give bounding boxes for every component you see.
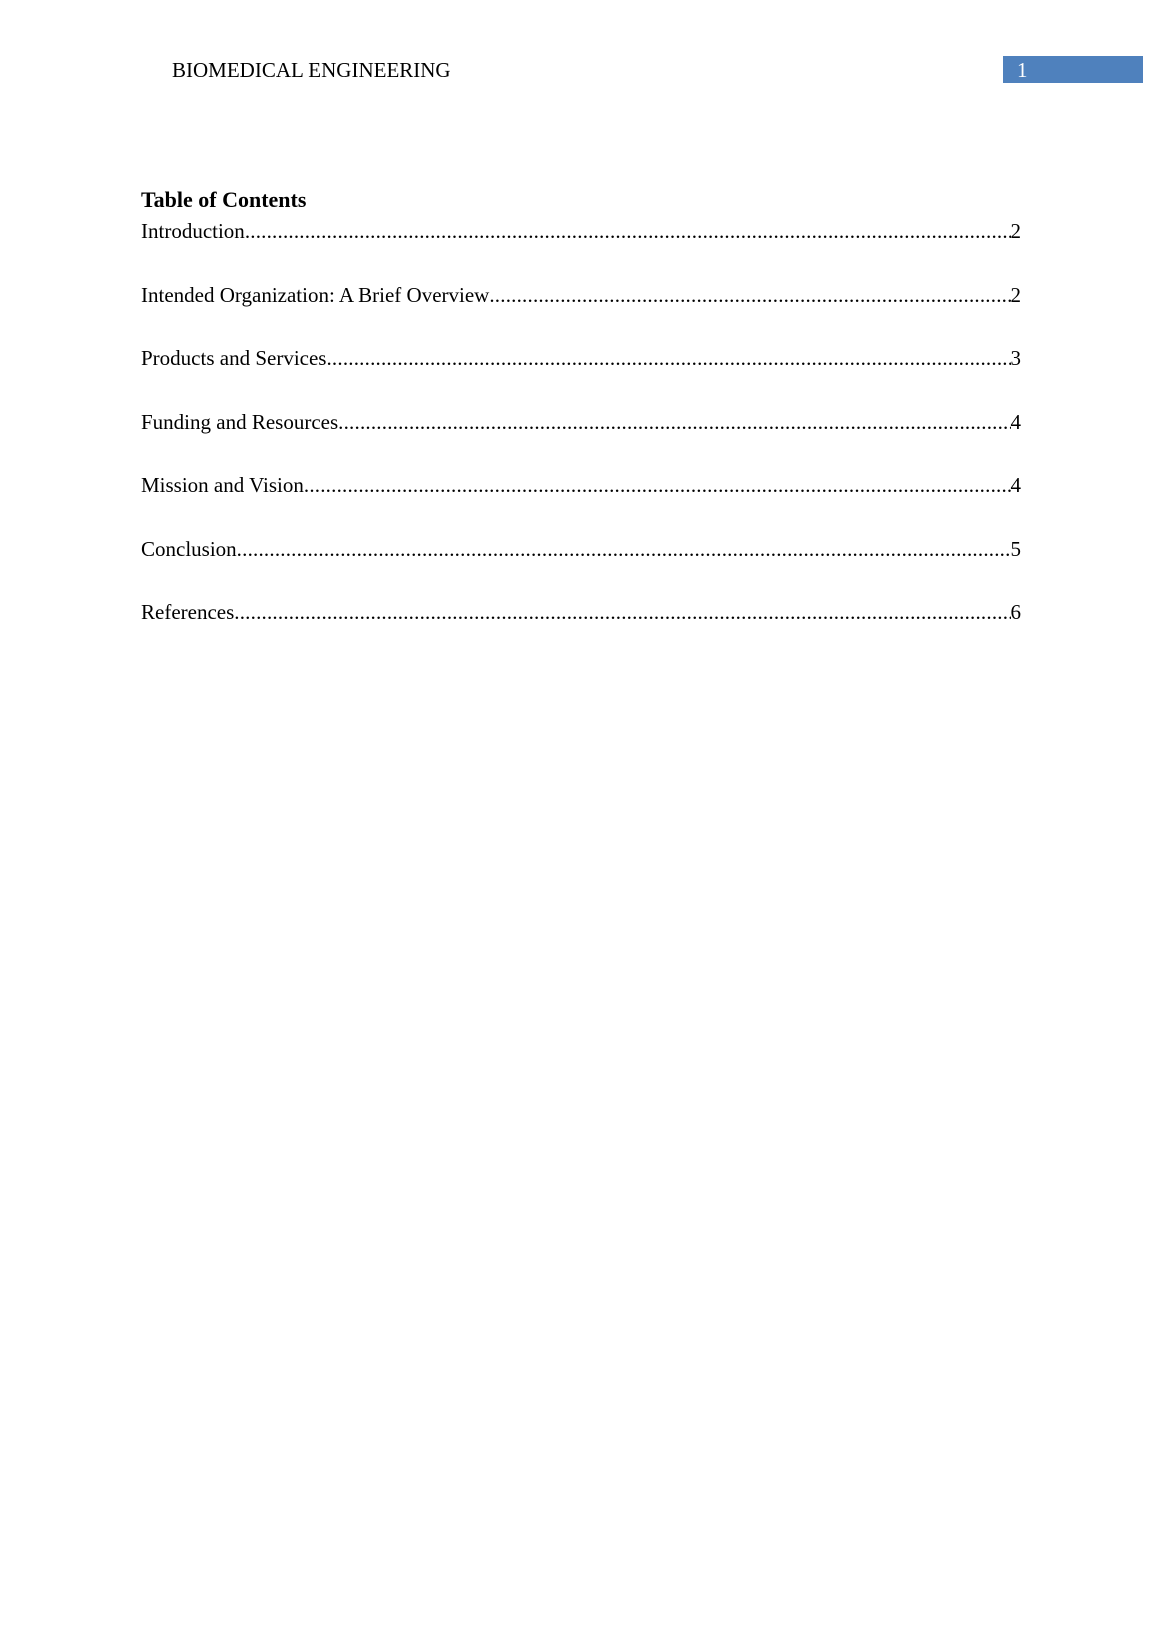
toc-entry-mission-vision[interactable] — [141, 472, 1021, 498]
toc-entry-label: Products and Services — [141, 346, 327, 370]
toc-entry-label: Introduction — [141, 219, 245, 243]
toc-dot-leader — [304, 472, 1011, 498]
toc-entry-page: 5 — [1010, 536, 1021, 561]
toc-list — [141, 218, 1021, 663]
toc-entry-page: 4 — [1010, 473, 1021, 497]
toc-dot-leader — [245, 218, 1011, 244]
toc-entry-label: Conclusion — [141, 536, 237, 561]
toc-dot-leader — [489, 282, 1010, 308]
toc-entry-label: Funding and Resources — [141, 409, 339, 434]
toc-entry-funding-resources[interactable] — [141, 409, 1021, 435]
toc-dot-leader — [234, 599, 1010, 625]
page-number-badge: 1 — [1003, 56, 1143, 83]
toc-dot-leader — [338, 409, 1010, 435]
toc-entry-references[interactable] — [141, 599, 1021, 625]
toc-entry-introduction[interactable] — [141, 218, 1021, 244]
toc-dot-leader — [326, 345, 1010, 371]
toc-entry-page: 6 — [1010, 600, 1021, 624]
toc-entry-products-services[interactable] — [141, 345, 1021, 371]
toc-entry-page: 4 — [1010, 409, 1021, 434]
running-header-title: BIOMEDICAL ENGINEERING — [172, 58, 451, 82]
toc-entry-intended-organization[interactable] — [141, 282, 1021, 308]
toc-entry-conclusion[interactable] — [141, 536, 1021, 562]
toc-entry-label: Mission and Vision — [141, 473, 304, 497]
toc-dot-leader — [237, 536, 1011, 562]
toc-heading: Table of Contents — [141, 187, 307, 212]
toc-entry-label: Intended Organization: A Brief Overview — [141, 282, 490, 307]
toc-entry-label: References — [141, 600, 235, 624]
toc-entry-page: 3 — [1010, 346, 1021, 370]
toc-entry-page: 2 — [1010, 282, 1021, 307]
toc-entry-page: 2 — [1010, 219, 1021, 243]
